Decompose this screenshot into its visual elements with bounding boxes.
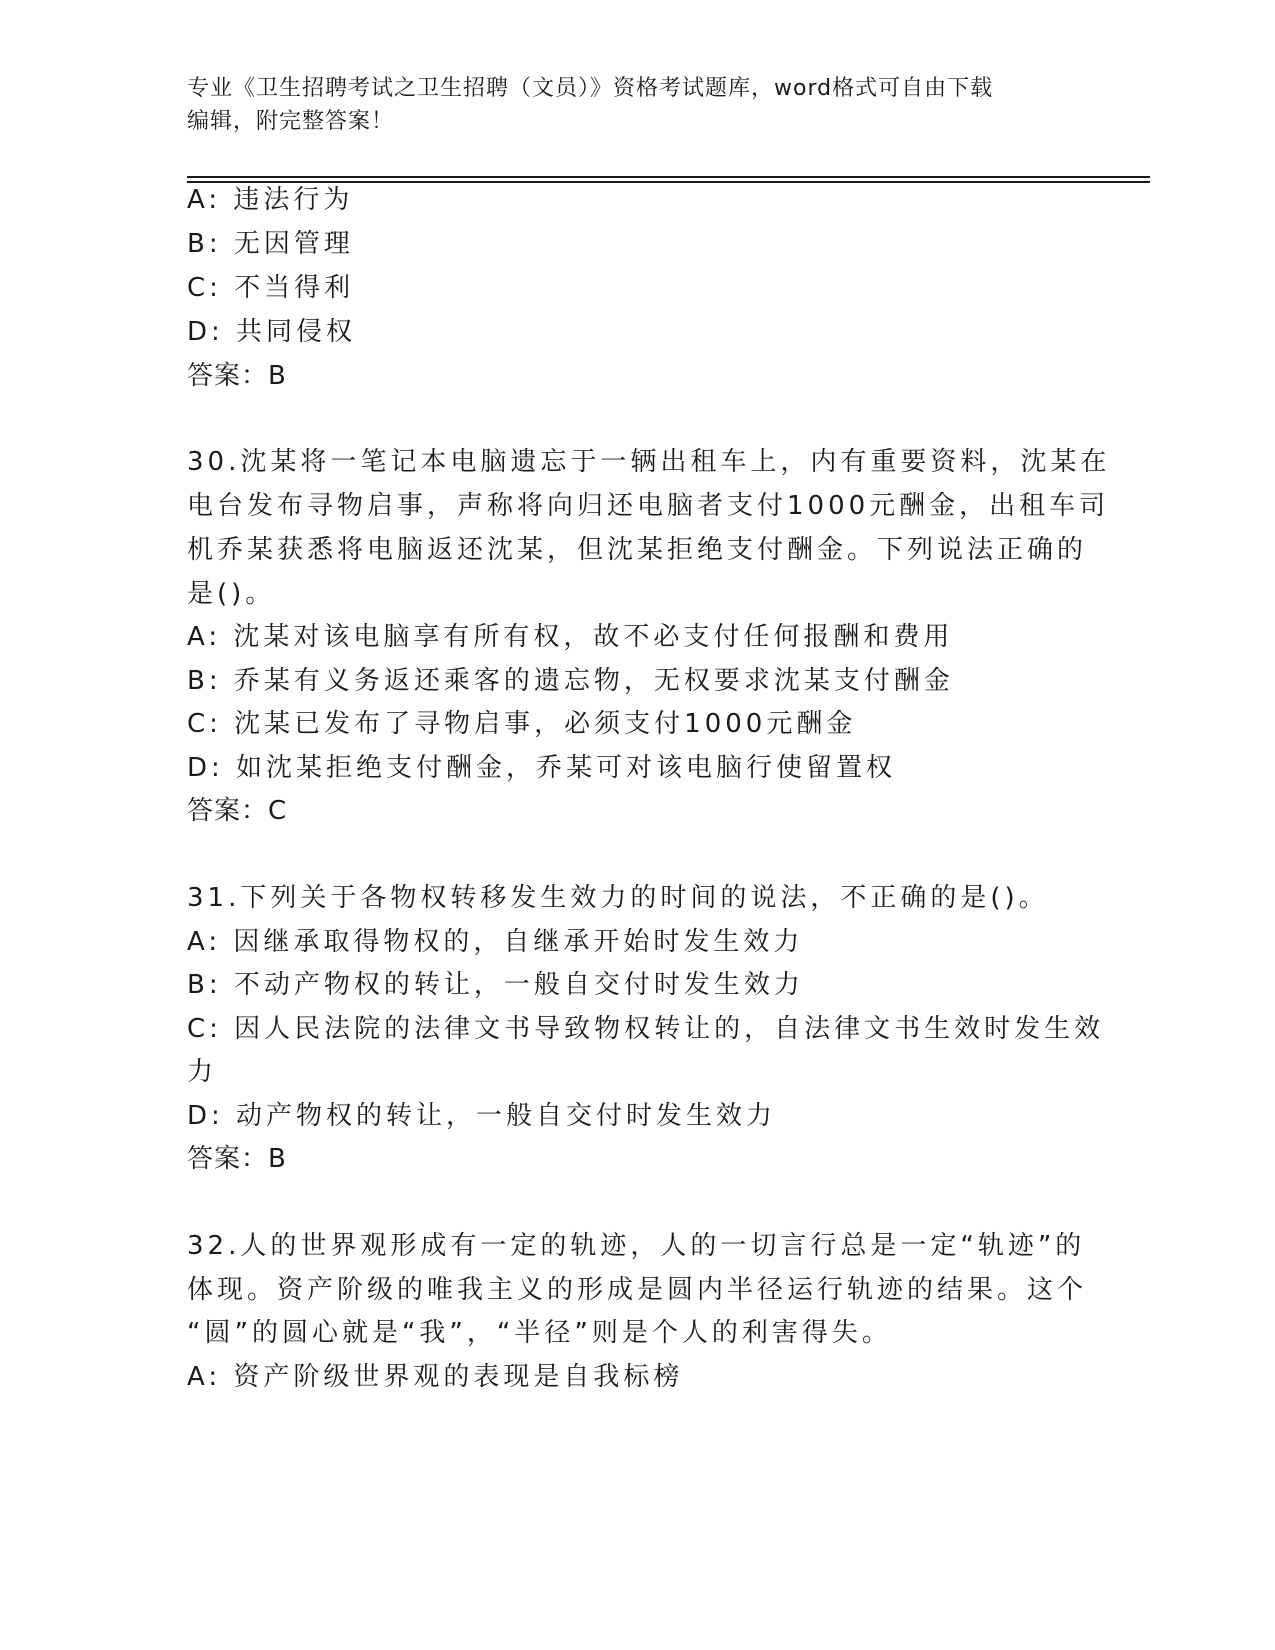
q30-option-d: D: 如沈某拒绝支付酬金，乔某可对该电脑行使留置权 (187, 753, 897, 783)
q29-answer: 答案：B (187, 361, 287, 391)
q30-option-a: A: 沈某对该电脑享有所有权，故不必支付任何报酬和费用 (187, 622, 954, 652)
q29-option-a: A: 违法行为 (187, 185, 354, 215)
q30-option-c: C: 沈某已发布了寻物启事，必须支付1000元酬金 (187, 709, 857, 739)
q31-option-a: A: 因继承取得物权的，自继承开始时发生效力 (187, 927, 804, 957)
q32-option-a: A: 资产阶级世界观的表现是自我标榜 (187, 1362, 684, 1392)
q29-option-b: B: 无因管理 (187, 229, 354, 259)
q30-stem-line-4: 是()。 (187, 579, 276, 609)
q31-stem-line-1: 31.下列关于各物权转移发生效力的时间的说法，不正确的是()。 (187, 883, 1049, 913)
q31-option-d: D: 动产物权的转让，一般自交付时发生效力 (187, 1101, 777, 1131)
document-header (187, 72, 1067, 138)
header-line-1: 专业《卫生招聘考试之卫生招聘（文员）》资格考试题库，word格式可自由下载 (187, 76, 994, 101)
q32-stem-line-1: 32.人的世界观形成有一定的轨迹，人的一切言行总是一定“轨迹”的 (187, 1231, 1086, 1261)
q30-stem-line-1: 30.沈某将一笔记本电脑遗忘于一辆出租车上，内有重要资料，沈某在 (187, 447, 1111, 477)
q31-option-c-line-2: 力 (187, 1057, 218, 1087)
q31-option-b: B: 不动产物权的转让，一般自交付时发生效力 (187, 970, 804, 1000)
q31-answer: 答案：B (187, 1144, 287, 1174)
q32-stem-line-2: 体现。资产阶级的唯我主义的形成是圆内半径运行轨迹的结果。这个 (187, 1275, 1088, 1305)
q29-option-d: D: 共同侵权 (187, 317, 357, 347)
q31-option-c-line-1: C: 因人民法院的法律文书导致物权转让的，自法律文书生效时发生效 (187, 1014, 1105, 1044)
q30-answer: 答案：C (187, 796, 288, 826)
header-line-2: 编辑，附完整答案！ (187, 109, 395, 134)
q29-option-c: C: 不当得利 (187, 273, 355, 303)
q32-stem-line-3: “圆”的圆心就是“我”，“半径”则是个人的利害得失。 (187, 1318, 892, 1348)
q30-option-b: B: 乔某有义务返还乘客的遗忘物，无权要求沈某支付酬金 (187, 666, 954, 696)
q30-stem-line-2: 电台发布寻物启事，声称将向归还电脑者支付1000元酬金，出租车司 (187, 491, 1110, 521)
q30-stem-line-3: 机乔某获悉将电脑返还沈某，但沈某拒绝支付酬金。下列说法正确的 (187, 535, 1088, 565)
